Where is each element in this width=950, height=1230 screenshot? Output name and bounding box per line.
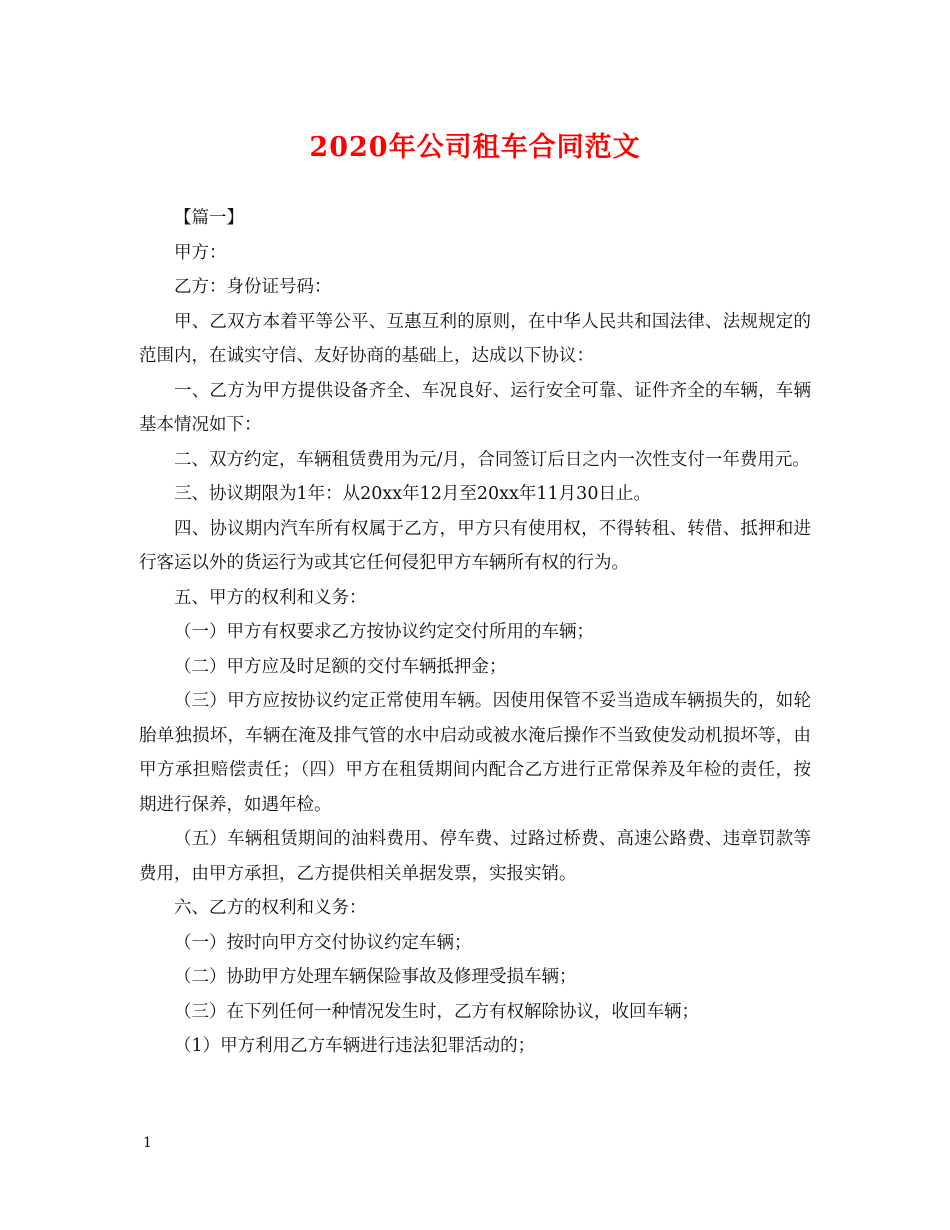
party-b-line: 乙方：身份证号码：	[174, 277, 332, 297]
paragraph: （二）甲方应及时足额的交付车辆抵押金；	[174, 656, 507, 677]
paragraph: 三、协议期限为1年：从20xx年12月至20xx年11月30日止。	[174, 484, 651, 504]
paragraph: 六、乙方的权利和义务：	[174, 898, 367, 918]
paragraph: （二）协助甲方处理车辆保险事故及修理受损车辆；	[174, 967, 577, 987]
paragraph: （一）按时向甲方交付协议约定车辆；	[174, 932, 472, 953]
paragraph: 四、协议期内汽车所有权属于乙方，甲方只有使用权，不得转租、转借、抵押和进行客运以外的货运行为或其它任何侵犯甲方车辆所有权的行为。	[139, 518, 811, 573]
party-a-line: 甲方：	[174, 242, 227, 263]
section-heading: 【篇一】	[174, 208, 244, 228]
document-title: 2020年公司租车合同范文	[309, 132, 641, 163]
paragraph: 甲、乙双方本着平等公平、互惠互利的原则，在中华人民共和国法律、法规规定的范围内，在诚实守信、友好协商的基础上，达成以下协议：	[139, 311, 811, 366]
paragraph: （1）甲方利用乙方车辆进行违法犯罪活动的；	[174, 1036, 536, 1056]
paragraph: （一）甲方有权要求乙方按协议约定交付所用的车辆；	[174, 622, 594, 642]
paragraph: （五）车辆租赁期间的油料费用、停车费、过路过桥费、高速公路费、违章罚款等费用，由甲方承担，乙方提供相关单据发票，实报实销。	[139, 829, 811, 884]
paragraph: （三）甲方应按协议约定正常使用车辆。因使用保管不妥当造成车辆损失的，如轮胎单独损坏，车辆在淹及排气管的水中启动或被水淹后操作不当致使发动机损坏等，由甲方承担赔偿责任；（四）甲方在租赁期间内配合乙方进行正常保养及年检的责任，按期进行保养，如遇年检。	[139, 691, 811, 815]
paragraph: 二、双方约定，车辆租赁费用为元/月，合同签订后日之内一次性支付一年费用元。	[174, 449, 810, 470]
page-number: 1	[143, 1135, 152, 1151]
document-body	[139, 201, 811, 1064]
paragraph: （三）在下列任何一种情况发生时，乙方有权解除协议，收回车辆；	[174, 1001, 699, 1022]
paragraph: 五、甲方的权利和义务：	[174, 587, 367, 608]
paragraph: 一、乙方为甲方提供设备齐全、车况良好、运行安全可靠、证件齐全的车辆，车辆基本情况如下：	[139, 380, 811, 435]
